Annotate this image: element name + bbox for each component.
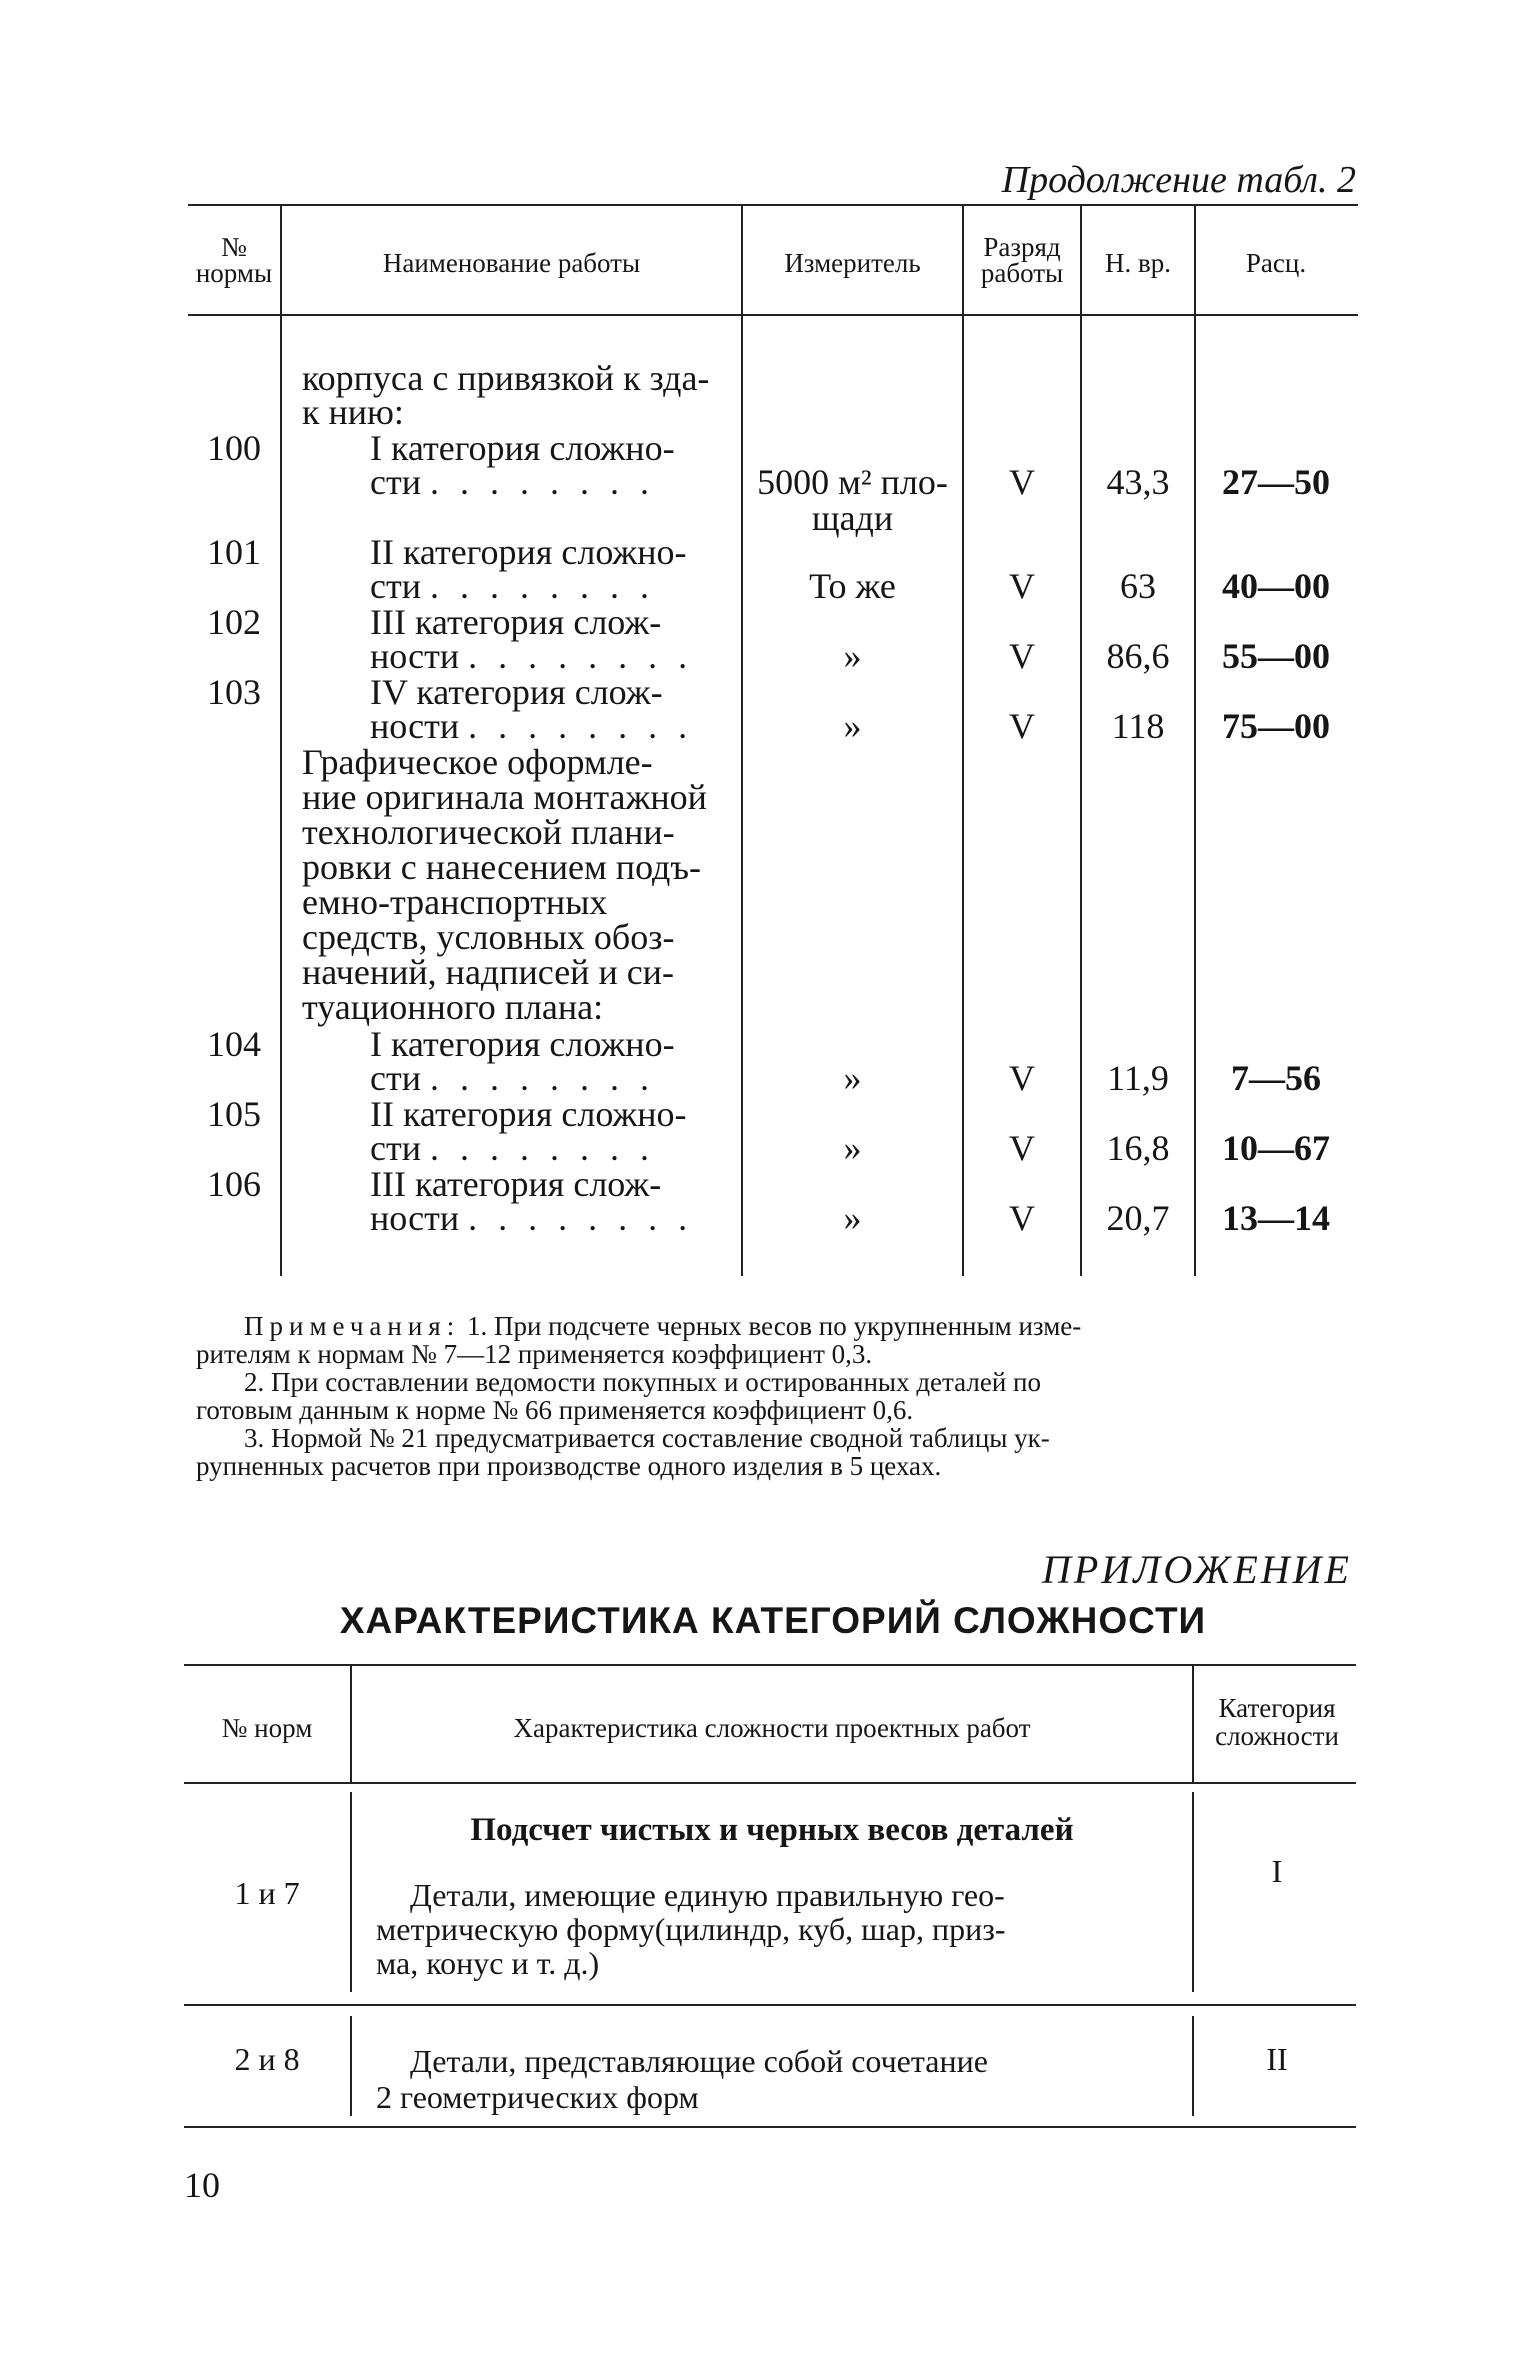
note-line: рупненных расчетов при производстве одного изделия в 5 цехах. (196, 1451, 942, 1481)
header-grade-line: Разряд (983, 232, 1061, 262)
work-name-line (370, 568, 655, 604)
note-text: 1. При подсчете черных весов по укрупненным изме- (466, 1311, 1082, 1341)
description-line: метрическую форму(цилиндр, куб, шар, приз- (376, 1911, 1006, 1947)
norm-number: 2 и 8 (234, 2041, 300, 2077)
price-cell: 40—00 (1222, 566, 1330, 606)
work-name-text: сти (370, 1128, 421, 1168)
col-divider (280, 206, 282, 1276)
note-line: 2. При составлении ведомости покупных и остированных деталей по (244, 1367, 1042, 1397)
dot-leader: . . . . . . . . (429, 566, 655, 606)
norm-number: 1 и 7 (234, 1875, 300, 1911)
work-name-text: сти (370, 462, 421, 502)
grade-cell: V (1009, 462, 1035, 502)
work-name-line: начений, надписей и си- (302, 952, 674, 992)
description-line: Детали, имеющие единую правильную гео- (410, 1877, 1005, 1913)
measure-cell: щади (811, 498, 894, 538)
work-name-line: технологической плани- (302, 812, 675, 852)
measure-cell: » (843, 1198, 862, 1238)
measure-cell: » (843, 1058, 862, 1098)
norm-number: 105 (207, 1094, 261, 1134)
appendix-title: ХАРАКТЕРИСТИКА КАТЕГОРИЙ СЛОЖНОСТИ (339, 1600, 1207, 1641)
work-name-text: ности (370, 636, 460, 676)
time-cell: 118 (1111, 706, 1165, 746)
note-line (244, 1312, 1081, 1340)
measure-cell: 5000 м² пло- (757, 462, 948, 502)
time-cell: 16,8 (1106, 1128, 1170, 1168)
work-name-line: корпуса с привязкой к зда- (302, 358, 710, 398)
grade-cell: V (1009, 1198, 1035, 1238)
header-name: Наименование работы (382, 248, 641, 278)
norm-number: 103 (207, 672, 261, 712)
description-line: Детали, представляющие собой сочетание (410, 2043, 988, 2079)
work-name-line (370, 638, 693, 674)
work-name-line: ровки с нанесением подъ- (302, 847, 701, 887)
header-num-line: № (221, 232, 247, 262)
grade-cell: V (1009, 566, 1035, 606)
work-name-line (370, 708, 693, 744)
dot-leader: . . . . . . . . (468, 636, 694, 676)
work-name-line: II категория сложно- (370, 532, 687, 572)
work-name-line: I категория сложно- (370, 428, 675, 468)
price-cell: 75—00 (1222, 706, 1330, 746)
work-name-line: IV категория слож- (370, 672, 663, 712)
norm-number: 104 (207, 1024, 261, 1064)
work-name-line (370, 1060, 655, 1096)
time-cell: 63 (1120, 566, 1156, 606)
work-name-text: ности (370, 706, 460, 746)
header-num (188, 234, 280, 286)
dot-leader: . . . . . . . . (429, 462, 655, 502)
work-name-line: ние оригинала монтажной (302, 777, 707, 817)
work-name-line: III категория слож- (370, 1164, 662, 1204)
measure-cell: То же (809, 566, 896, 606)
measure-cell: » (843, 636, 862, 676)
work-name-line: Графическое оформле- (302, 742, 653, 782)
time-cell: 86,6 (1106, 636, 1170, 676)
header-measure: Измеритель (784, 248, 921, 278)
measure-cell: » (843, 706, 862, 746)
table-header-rule (184, 1782, 1356, 1784)
work-name-line: I категория сложно- (370, 1024, 675, 1064)
price-cell: 55—00 (1222, 636, 1330, 676)
price-cell: 27—50 (1222, 462, 1330, 502)
work-name-line: средств, условных обоз- (302, 917, 675, 957)
work-name-text: сти (370, 566, 421, 606)
work-name-line (370, 1200, 693, 1236)
norm-number: 106 (207, 1164, 261, 1204)
table-row-rule (184, 2004, 1356, 2006)
page-number: 10 (184, 2165, 220, 2205)
work-name-line (370, 464, 655, 500)
category-cell: I (1271, 1853, 1283, 1889)
price-cell: 13—14 (1222, 1198, 1330, 1238)
dot-leader: . . . . . . . . (468, 1198, 694, 1238)
work-name-line: туационного плана: (302, 987, 604, 1027)
price-cell: 10—67 (1222, 1128, 1330, 1168)
dot-leader: . . . . . . . . (429, 1128, 655, 1168)
description-line: 2 геометрических форм (376, 2079, 699, 2115)
table-header-rule (188, 314, 1358, 316)
continuation-label: Продолжение табл. 2 (1001, 159, 1356, 201)
header-grade-line: работы (980, 258, 1064, 288)
work-name-text: ности (370, 1198, 460, 1238)
note-line: 3. Нормой № 21 предусматривается составление сводной таблицы ук- (244, 1423, 1050, 1453)
grade-cell: V (1009, 636, 1035, 676)
header-category (1194, 1694, 1360, 1750)
note-line: рителям к нормам № 7—12 применяется коэффициент 0,3. (196, 1339, 873, 1369)
appendix-label: ПРИЛОЖЕНИЕ (1042, 1547, 1352, 1592)
header-description: Характеристика сложности проектных работ (513, 1713, 1031, 1743)
category-cell: II (1266, 2041, 1288, 2077)
header-category-line: сложности (1215, 1721, 1339, 1751)
time-cell: 20,7 (1106, 1198, 1170, 1238)
header-price: Расц. (1245, 248, 1307, 278)
work-name-text: сти (370, 1058, 421, 1098)
work-name-line: емно-транспортных (302, 882, 608, 922)
table-top-rule (188, 204, 1358, 206)
grade-cell: V (1009, 1128, 1035, 1168)
section-title: Подсчет чистых и черных весов деталей (470, 1812, 1074, 1848)
norm-number: 102 (207, 602, 261, 642)
description-line: ма, конус и т. д.) (376, 1945, 600, 1981)
price-cell: 7—56 (1231, 1058, 1321, 1098)
work-name-line (370, 1130, 655, 1166)
note-line: готовым данным к норме № 66 применяется коэффициент 0,6. (196, 1395, 914, 1425)
table-top-rule (184, 1664, 1356, 1666)
dot-leader: . . . . . . . . (429, 1058, 655, 1098)
header-time: Н. вр. (1105, 248, 1171, 278)
notes-label: Примечания: (244, 1311, 461, 1341)
work-name-line: II категория сложно- (370, 1094, 687, 1134)
measure-cell: » (843, 1128, 862, 1168)
header-num-line: нормы (195, 258, 273, 288)
work-name-line: III категория слож- (370, 602, 662, 642)
dot-leader: . . . . . . . . (468, 706, 694, 746)
time-cell: 43,3 (1106, 462, 1170, 502)
col-divider (1192, 1792, 1194, 1992)
header-norm-num: № норм (221, 1713, 313, 1743)
work-name-line: к нию: (302, 392, 404, 432)
norm-number: 100 (207, 428, 261, 468)
grade-cell: V (1009, 706, 1035, 746)
grade-cell: V (1009, 1058, 1035, 1098)
norm-number: 101 (207, 532, 261, 572)
header-grade (964, 234, 1080, 286)
col-divider (350, 2016, 352, 2116)
header-category-line: Категория (1218, 1693, 1336, 1723)
time-cell: 11,9 (1107, 1058, 1169, 1098)
table-bottom-rule (184, 2126, 1356, 2128)
